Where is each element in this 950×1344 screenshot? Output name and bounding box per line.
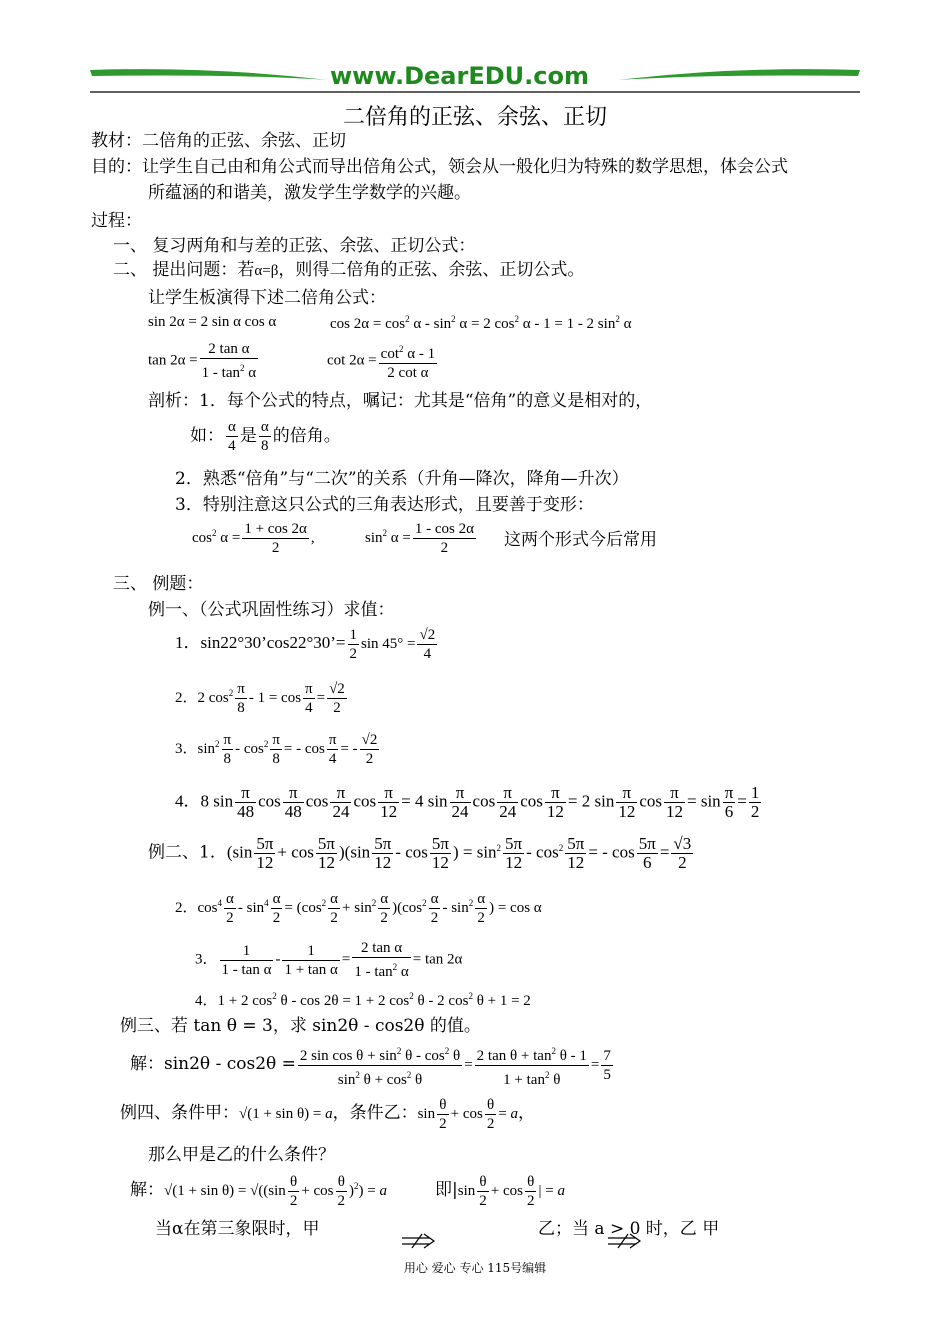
ex4-b: ，条件乙： — [332, 1102, 418, 1123]
example-3-solution: 解：sin2θ - cos2θ = $\frac{2 \sin \cos \theta + \sin^2 \theta - \cos^2 \theta}{\sin^2 \theta + \cos^2 \theta}$ = $\frac{2 \tan \theta + \tan^2 \theta - 1}{1 + \tan^2 \theta}$ = $\frac{7}{5}$ — [130, 1042, 615, 1089]
process-label: 过程： — [91, 211, 142, 231]
material-line: 教材：二倍角的正弦、余弦、正切 — [91, 131, 346, 151]
example-2-2: 2．$\cos^4$ $\frac{\alpha}{2}$ - $\sin^4$ $\frac{\alpha}{2}$ = ($\cos^2$ $\frac{\alpha}{2}$ + $\sin^2$ $\frac{\alpha}{2}$ )($\cos^2$ $\frac{\alpha}{2}$ - $\sin^2$ $\frac{\alpha}{2}$ ) = cos α — [175, 891, 542, 926]
example-4: 例四、条件甲：√(1 + sin θ) = a，条件乙：sin $\frac{\theta}{2}$ + cos $\frac{\theta}{2}$ = a， — [120, 1097, 536, 1132]
example-4-question: 那么甲是乙的什么条件？ — [148, 1145, 335, 1165]
example-2-3: 3． $\frac{1}{\text{1 - tan α}}$ - $\frac{1}{\text{1 + tan α}}$ = $\frac{\text{2 tan α}}{1 - \tan^2 \alpha}$ = tan 2α — [195, 940, 463, 980]
section-2 — [113, 259, 584, 282]
page-title: 二倍角的正弦、余弦、正切 — [342, 105, 607, 130]
ex1-1-text: 1．sin22°30’cos22°30’= — [175, 632, 346, 652]
goal-line-2: 所蕴涵的和谐美，激发学生学数学的兴趣。 — [148, 183, 471, 203]
ex2-label: 例二、1． — [148, 842, 227, 863]
logo-text: www.DearEDU.com — [330, 62, 589, 90]
example-1-4: 4．8 sin $\frac{\pi}{48}$ cos $\frac{\pi}{48}$ cos $\frac{\pi}{24}$ cos $\frac{\pi}{12}$ = 4 sin $\frac{\pi}{24}$ cos $\frac{\pi}{24}$ cos $\frac{\pi}{12}$ = 2 sin $\frac{\pi}{12}$ cos $\frac{\pi}{12}$ = sin $\frac{\pi}{6}$ = $\frac{1}{2}$ — [175, 783, 760, 821]
example-4-solution: 解：√(1 + sin θ) = √((sin $\frac{\theta}{2}$ + cos $\frac{\theta}{2}$ )$^2$) = a — [130, 1174, 387, 1209]
goal-line-1: 目的：让学生自己由和角公式而导出倍角公式，领会从一般化归为特殊的数学思想，体会公式 — [91, 157, 788, 177]
analysis-3-note: 这两个形式今后常用 — [504, 530, 657, 550]
example-1-title: 例一、（公式巩固性练习）求值： — [148, 600, 395, 620]
page-footer: 用心 爱心 专心 115号编辑 — [403, 1261, 547, 1275]
ex4-ie: 即| — [435, 1179, 458, 1200]
formula-sin2a: sin 2α = 2 sin α cos α — [148, 314, 277, 330]
s2-text-a: 二、 提出问题：若 — [113, 260, 255, 280]
section-1: 一、 复习两角和与差的正弦、余弦、正切公式： — [113, 236, 476, 256]
not-implies-symbol-1 — [400, 1232, 436, 1250]
analysis-1b-mid: 是 — [239, 426, 257, 446]
analysis-2: 2．熟悉“倍角”与“二次”的关系（升角—降次，降角—升次） — [175, 469, 629, 489]
analysis-1b-pre: 如： — [190, 426, 224, 446]
analysis-1: 剖析：1．每个公式的特点，嘱记：尤其是“倍角”的意义是相对的， — [148, 391, 653, 411]
example-2-4: 4．1 + 2 $\cos^2 \theta - \cos 2\theta = 1 + 2$ $\cos^2 \theta - 2$ $\cos^2 \theta + 1 = 2$ — [195, 991, 531, 1009]
left-swoosh — [90, 69, 328, 80]
example-3: 例三、若 tan θ = 3，求 sin2θ - cos2θ 的值。 — [120, 1016, 481, 1036]
example-1-1: 1．sin22°30’cos22°30’= $\frac{1}{2}$ sin 45° = $\frac{√2}{4}$ — [175, 627, 436, 662]
ex4-a: 例四、条件甲： — [120, 1102, 239, 1123]
board-line: 让学生板演得下述二倍角公式： — [148, 288, 386, 308]
analysis-3: 3．特别注意这只公式的三角表达形式，且要善于变形： — [175, 495, 594, 515]
example-1-3: 3．$\sin^2$ $\frac{\pi}{8}$ - $\cos^2$ $\frac{\pi}{8}$ = - cos $\frac{\pi}{4}$ = - $\frac{√2}{2}$ — [175, 732, 378, 767]
not-implies-symbol-2 — [606, 1232, 642, 1250]
example-4-ie: 即|sin $\frac{\theta}{2}$ + cos $\frac{\theta}{2}$ | = a — [435, 1174, 565, 1209]
analysis-1b: 如： $\frac{\alpha}{4}$ 是 $\frac{\alpha}{8}$ 的倍角。 — [190, 419, 341, 454]
section-3: 三、 例题： — [113, 574, 204, 594]
s2-text-b: ，则得二倍角的正弦、余弦、正切公式。 — [278, 260, 585, 280]
example-4-last-a: 当α在第三象限时，甲 — [155, 1219, 320, 1239]
right-swoosh — [618, 69, 860, 80]
formula-cos2a: $\cos 2\alpha = \cos^2 \alpha - \sin^2 \alpha = 2$ $\cos^2 \alpha - 1 = 1 - 2$ $\sin^2 \alpha$ — [330, 314, 632, 332]
formula-cos-sq: $\cos^2 \alpha$ = $\frac{1 + \cos 2\alpha}{2}$ , — [192, 521, 315, 556]
example-4-last-b: 乙；当 a > 0 时，乙 甲 — [538, 1219, 720, 1239]
s2-alpha-beta: α=β — [254, 263, 279, 279]
formula-cot2a: cot 2α = $\frac{\cot^2 \alpha - 1}{\text{2 cot α}}$ — [327, 340, 439, 382]
example-2-1: 例二、1．(sin $\frac{5\pi}{12}$ + cos $\frac{5\pi}{12}$ )(sin $\frac{5\pi}{12}$ - cos $\frac{5\pi}{12}$ ) = $\sin^2$ $\frac{5\pi}{12}$ - $\cos^2$ $\frac{5\pi}{12}$ = - cos $\frac{5\pi}{6}$ = $\frac{√3}{2}$ — [148, 834, 692, 872]
ex4-sol-label: 解： — [130, 1179, 164, 1200]
analysis-1b-post: 的倍角。 — [272, 426, 341, 446]
example-1-2: 2．2 $\cos^2$ $\frac{\pi}{8}$ - 1 = cos $\frac{\pi}{4}$ = $\frac{√2}{2}$ — [175, 681, 345, 716]
ex3-sol-label: 解：sin2θ - cos2θ = — [130, 1053, 296, 1074]
formula-sin-sq: $\sin^2 \alpha$ = $\frac{1 - \cos 2\alpha}{2}$ — [365, 521, 474, 556]
formula-tan2a: tan 2α = $\frac{\text{2 tan α}}{1 - \tan^2 \alpha}$ — [148, 341, 257, 381]
